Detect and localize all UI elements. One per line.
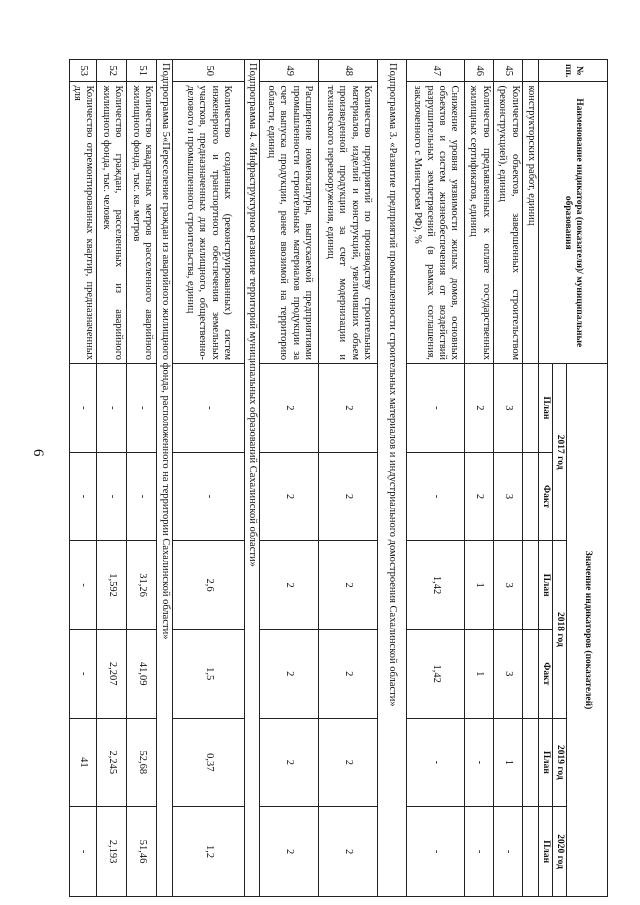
cell-value: 2 [319, 364, 378, 453]
header-no: № пп. [538, 60, 607, 82]
cell-value: - [127, 452, 157, 541]
table-row [494, 60, 523, 897]
table-row [69, 60, 97, 897]
cell-value: 2 [465, 452, 494, 541]
cell-value: 1 [494, 718, 523, 807]
cell-value: 52,68 [127, 718, 157, 807]
header-plan: План [538, 718, 552, 807]
row-number: 46 [465, 60, 494, 82]
indicator-name: Количество объектов, завершенных строительством (реконструкцией), единиц [494, 82, 523, 364]
cell-value: 1 [465, 629, 494, 718]
indicator-name: Расширение номенклатуры, выпускаемой предприятиями промышленности строительных материалов продукции за счет выпуска продукции, ранее ввозимой на территорию области, единиц [260, 82, 319, 364]
header-year-2017: 2017 год [552, 364, 566, 541]
cell-value: 1 [465, 541, 494, 630]
cell-value: 1,592 [97, 541, 127, 630]
header-fact: Факт [538, 629, 552, 718]
cell-value: 2 [260, 629, 319, 718]
cell-value: - [69, 541, 97, 630]
subprogram-row [157, 60, 172, 897]
cell-value [523, 629, 538, 718]
row-number: 51 [127, 60, 157, 82]
cell-value: 0,37 [172, 718, 244, 807]
cell-value: - [407, 807, 465, 897]
header-fact: Факт [538, 452, 552, 541]
cell-value: 2,207 [97, 629, 127, 718]
row-number: 48 [319, 60, 378, 82]
header-year-2018: 2018 год [552, 541, 566, 718]
header-year-2020: 2020 год [552, 807, 566, 897]
cell-value: - [69, 629, 97, 718]
header-plan: План [538, 364, 552, 453]
table-row [407, 60, 465, 897]
cell-value: - [407, 452, 465, 541]
cell-value: 2 [319, 718, 378, 807]
cell-value: - [465, 807, 494, 897]
subprogram-title: Подпрограмма 4. «Инфраструктурное развитие территорий муниципальных образований Сахалинской области» [244, 60, 259, 897]
table-row [172, 60, 244, 897]
table-row [260, 60, 319, 897]
table-row [523, 60, 538, 897]
cell-value: 1,2 [172, 807, 244, 897]
header-plan: План [538, 541, 552, 630]
cell-value: 2 [319, 452, 378, 541]
cell-value: 2,245 [97, 718, 127, 807]
row-number: 52 [97, 60, 127, 82]
cell-value: 1,42 [407, 541, 465, 630]
cell-value [523, 541, 538, 630]
cell-value: 3 [494, 452, 523, 541]
cell-value: 2,193 [97, 807, 127, 897]
table-row [97, 60, 127, 897]
cell-value: - [172, 452, 244, 541]
cell-value: - [494, 807, 523, 897]
cell-value: - [465, 718, 494, 807]
row-number: 53 [69, 60, 97, 82]
cell-value: 2 [465, 364, 494, 453]
cell-value: 41 [69, 718, 97, 807]
cell-value: 3 [494, 364, 523, 453]
table-row [465, 60, 494, 897]
cell-value: - [407, 364, 465, 453]
cell-value: - [407, 718, 465, 807]
cell-value: 2 [260, 807, 319, 897]
row-number: 50 [172, 60, 244, 82]
cell-value: 2 [319, 629, 378, 718]
cell-value: 41,09 [127, 629, 157, 718]
indicator-name: Снижение уровня уязвимости жилых домов, основных объектов и систем жизнеобеспечения от воздействий разрушительных землетрясений (в рамках соглашения, заключенного с Минстроем РФ), % [407, 82, 465, 364]
cell-value: 51,46 [127, 807, 157, 897]
cell-value: 2 [260, 452, 319, 541]
cell-value: 2 [319, 541, 378, 630]
indicators-table [69, 59, 608, 897]
row-number: 47 [407, 60, 465, 82]
cell-value [523, 452, 538, 541]
table-row [127, 60, 157, 897]
cell-value: 1,5 [172, 629, 244, 718]
header-plan: План [538, 807, 552, 897]
row-number: 45 [494, 60, 523, 82]
row-number: 49 [260, 60, 319, 82]
indicator-name: Количество отремонтированных квартир, предназначенных для [69, 82, 97, 364]
header-values: Значение индикаторов (показателей) [567, 364, 608, 897]
rotated-table-region [72, 59, 608, 897]
cell-value: - [69, 452, 97, 541]
indicator-name: Количество созданных (реконструированных) систем инженерного и транспортного обеспечения земельных участков, предназначенных для жилищного, общественно-делового и промышленного строительства, единиц [172, 82, 244, 364]
cell-value [523, 364, 538, 453]
subprogram-title: Подпрограмма 5«Переселение граждан из аварийного жилищного фонда, расположенного на территории Сахалинской области» [157, 60, 172, 897]
cell-value: - [127, 364, 157, 453]
cell-value: 2 [260, 541, 319, 630]
subprogram-row [244, 60, 259, 897]
cell-value: 2 [260, 718, 319, 807]
cell-value [523, 718, 538, 807]
page-number: 6 [30, 449, 46, 457]
cell-value: 3 [494, 629, 523, 718]
cell-value: 2,6 [172, 541, 244, 630]
indicator-name: Количество предъявленных к оплате государственных жилищных сертификатов, единиц [465, 82, 494, 364]
cell-value: - [69, 364, 97, 453]
cell-value: 31,26 [127, 541, 157, 630]
subprogram-row [378, 60, 407, 897]
indicator-name: Количество граждан, расселенных из аварийного жилищного фонда, тыс. человек [97, 82, 127, 364]
cell-value: - [97, 364, 127, 453]
row-number [523, 60, 538, 82]
subprogram-title: Подпрограмма 3. «Развитие предприятий промышленности строительных материалов и индустриального домостроения Сахалинской области» [378, 60, 407, 897]
cell-value: 1,42 [407, 629, 465, 718]
indicator-name: конструкторских работ, единиц [523, 82, 538, 364]
cell-value: 2 [319, 807, 378, 897]
cell-value: - [69, 807, 97, 897]
header-year-2019: 2019 год [552, 718, 566, 807]
cell-value: 3 [494, 541, 523, 630]
cell-value: - [172, 364, 244, 453]
header-name: Наименование индикатора (показателя)/ муниципальные образования [538, 82, 607, 364]
cell-value: - [97, 452, 127, 541]
indicator-name: Количество предприятий по производству строительных материалов, изделий и конструкций, увеличивших объем произведенной продукции за счет модернизации и технического перевооружения, единиц [319, 82, 378, 364]
cell-value [523, 807, 538, 897]
cell-value: 2 [260, 364, 319, 453]
table-row [319, 60, 378, 897]
indicator-name: Количество квадратных метров расселенного аварийного жилищного фонда, тыс. кв. метров [127, 82, 157, 364]
